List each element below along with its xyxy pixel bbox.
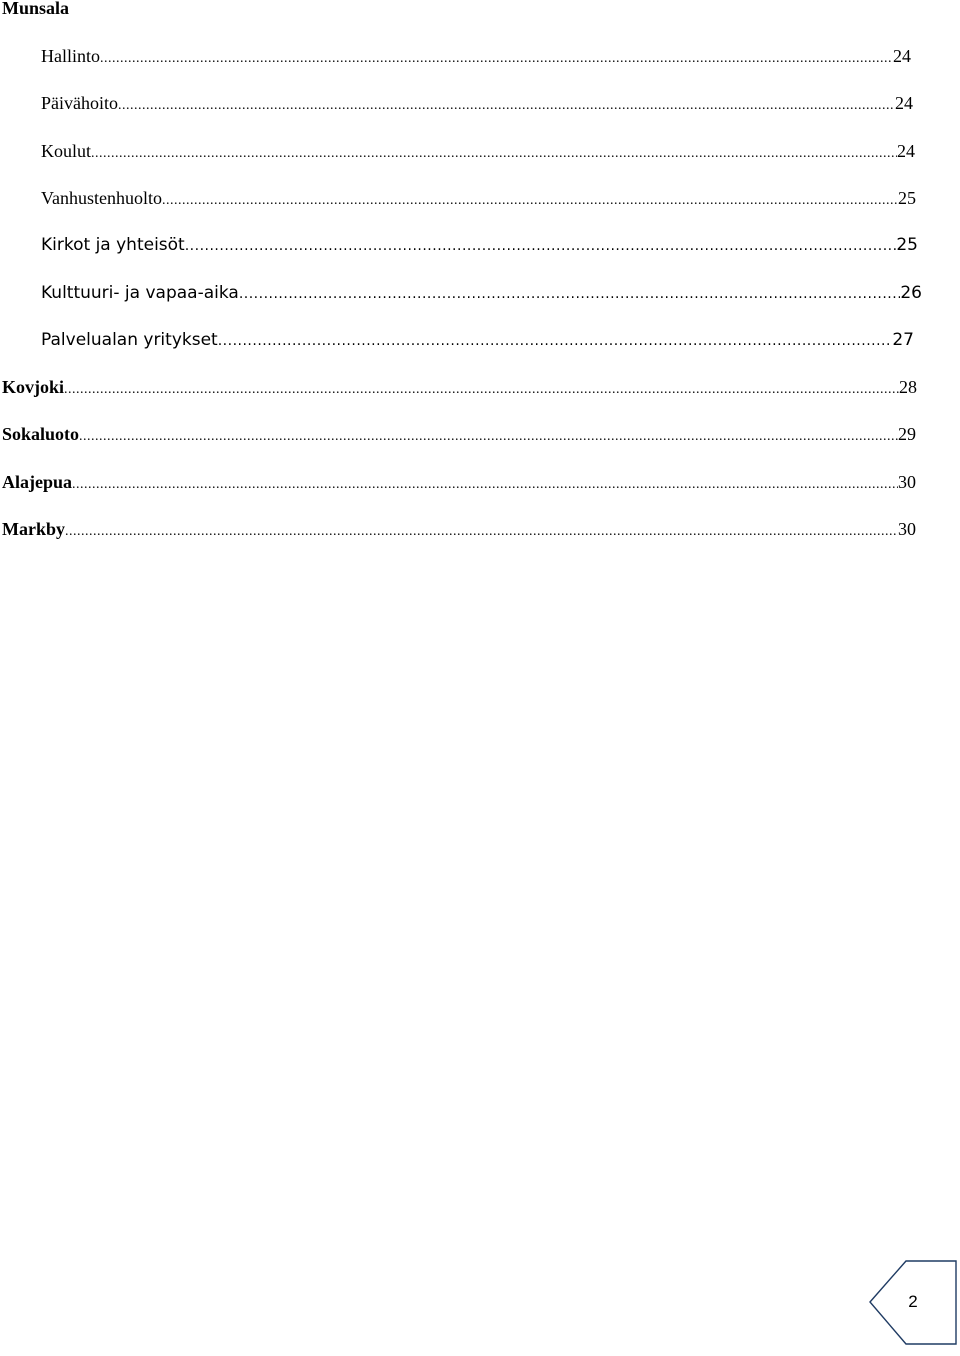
toc-entry-page: 28 — [899, 377, 917, 397]
page-number-marker — [866, 1258, 960, 1348]
toc-entry-label: Kulttuuri- ja vapaa-aika — [41, 283, 239, 303]
toc-leader-dots — [91, 142, 897, 166]
toc-leader-dots — [185, 234, 897, 258]
toc-leader-dots — [218, 329, 893, 353]
toc-entry-page: 26 — [900, 283, 922, 303]
toc-entry-page: 30 — [898, 519, 916, 539]
toc-entry-kulttuuri-ja-vapaa-aika[interactable] — [41, 281, 922, 306]
toc-entry-label: Alajepua — [2, 472, 73, 492]
toc-entry-kirkot-ja-yhteisot[interactable] — [41, 233, 918, 258]
toc-leader-dots — [65, 520, 898, 544]
toc-entry-markby[interactable] — [2, 517, 916, 544]
toc-entry-label: Kovjoki — [2, 377, 65, 397]
toc-entry-alajepua[interactable] — [2, 470, 916, 497]
toc-entry-page: 27 — [892, 330, 914, 350]
toc-entry-label: Hallinto — [41, 46, 100, 66]
toc-leader-dots — [100, 47, 893, 71]
toc-entry-page: 29 — [898, 424, 916, 444]
toc-entry-label: Vanhustenhuolto — [41, 188, 162, 208]
toc-leader-dots — [64, 378, 899, 402]
toc-entry-label: Sokaluoto — [2, 424, 80, 444]
toc-entry-label: Palvelualan yritykset — [41, 330, 218, 350]
section-heading-munsala: Munsala — [2, 0, 70, 18]
toc-entry-label: Koulut — [41, 141, 92, 161]
toc-entry-label: Päivähoito — [41, 93, 118, 113]
toc-entry-vanhustenhuolto[interactable] — [41, 186, 916, 213]
toc-leader-dots — [162, 189, 898, 213]
toc-entry-page: 24 — [893, 46, 911, 66]
toc-entry-sokaluoto[interactable] — [2, 422, 916, 449]
toc-entry-paivahoito[interactable] — [41, 91, 913, 118]
toc-leader-dots — [79, 425, 898, 449]
toc-entry-label: Markby — [2, 519, 65, 539]
page-number: 2 — [908, 1292, 918, 1311]
toc-entry-page: 25 — [898, 188, 916, 208]
toc-entry-page: 24 — [897, 141, 915, 161]
toc-entry-palvelualan-yritykset[interactable] — [41, 328, 914, 353]
toc-entry-page: 25 — [896, 235, 918, 255]
toc-entry-page: 24 — [895, 93, 913, 113]
toc-leader-dots — [72, 473, 898, 497]
toc-leader-dots — [118, 94, 895, 118]
toc-leader-dots — [239, 282, 901, 306]
toc-entry-label: Kirkot ja yhteisöt — [41, 235, 185, 255]
toc-entry-kovjoki[interactable] — [2, 375, 917, 402]
toc-entry-koulut[interactable] — [41, 139, 915, 166]
toc-entry-hallinto[interactable] — [41, 44, 911, 71]
toc-entry-page: 30 — [898, 472, 916, 492]
